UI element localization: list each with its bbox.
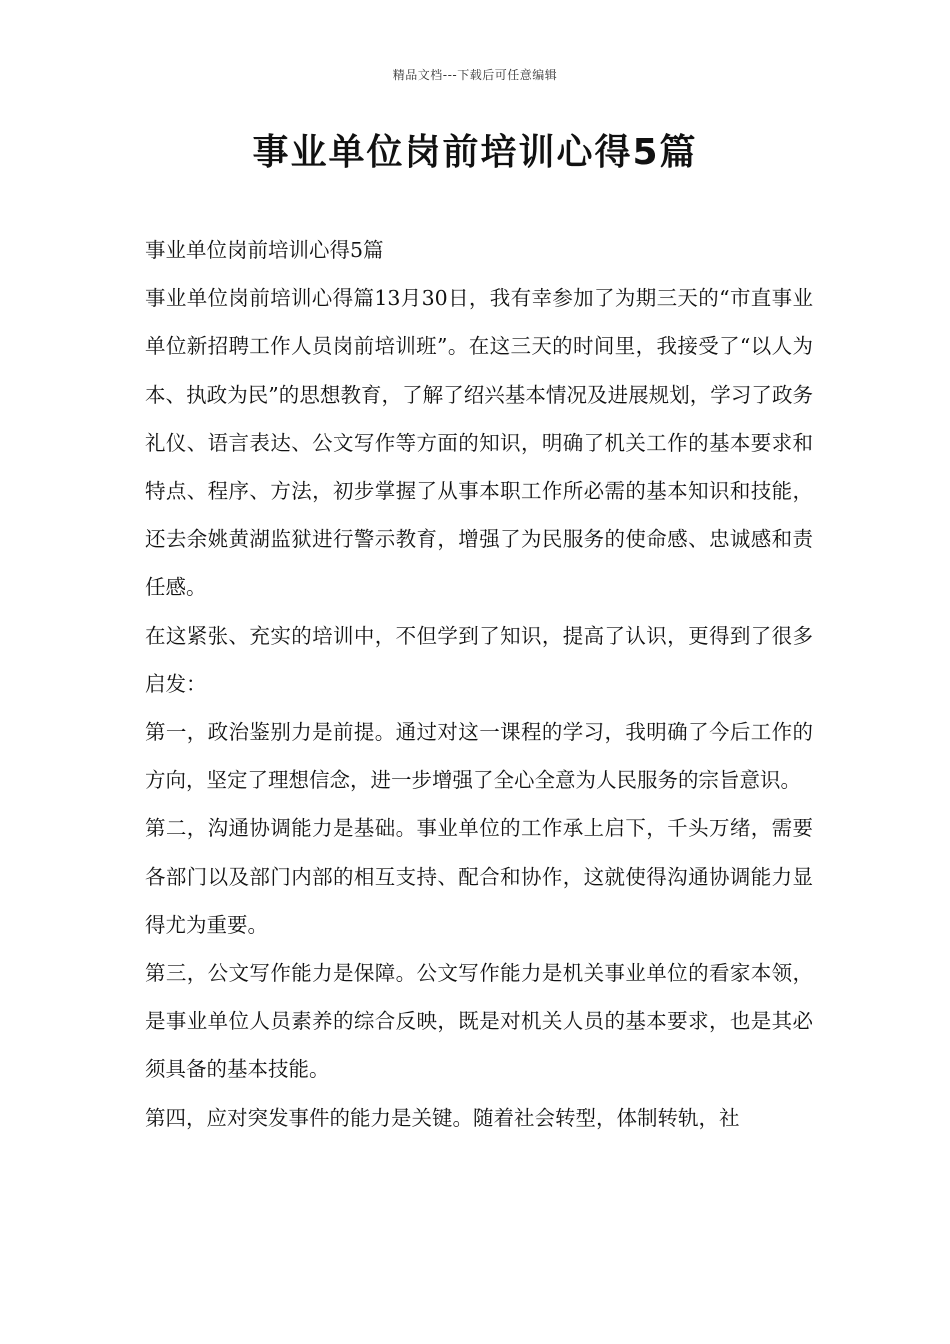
paragraph: 在这紧张、充实的培训中，不但学到了知识，提高了认识，更得到了很多启发： (145, 623, 813, 696)
document-body (145, 226, 813, 1142)
paragraph: 第二，沟通协调能力是基础。事业单位的工作承上启下，千头万绪，需要各部门以及部门内部的相互支持、配合和协作，这就使得沟通协调能力显得尤为重要。 (145, 816, 813, 937)
paragraph: 事业单位岗前培训心得篇13月30日，我有幸参加了为期三天的“市直事业单位新招聘工作人员岗前培训班”。在这三天的时间里，我接受了“以人为本、执政为民”的思想教育，了解了绍兴基本情况及进展规划，学习了政务礼仪、语言表达、公文写作等方面的知识，明确了机关工作的基本要求和特点、程序、方法，初步掌握了从事本职工作所必需的基本知识和技能，还去余姚黄湖监狱进行警示教育，增强了为民服务的使命感、忠诚感和责任感。 (145, 286, 813, 600)
paragraph: 第四，应对突发事件的能力是关键。随着社会转型，体制转轨，社 (145, 1105, 740, 1130)
document-title: 事业单位岗前培训心得5篇 (252, 132, 698, 173)
paragraph: 第一，政治鉴别力是前提。通过对这一课程的学习，我明确了今后工作的方向，坚定了理想信念，进一步增强了全心全意为人民服务的宗旨意识。 (145, 720, 813, 793)
header-note: 精品文档---下载后可任意编辑 (392, 68, 558, 82)
paragraph: 第三，公文写作能力是保障。公文写作能力是机关事业单位的看家本领，是事业单位人员素养的综合反映，既是对机关人员的基本要求，也是其必须具备的基本技能。 (145, 961, 813, 1082)
paragraph-subtitle: 事业单位岗前培训心得5篇 (145, 238, 384, 262)
